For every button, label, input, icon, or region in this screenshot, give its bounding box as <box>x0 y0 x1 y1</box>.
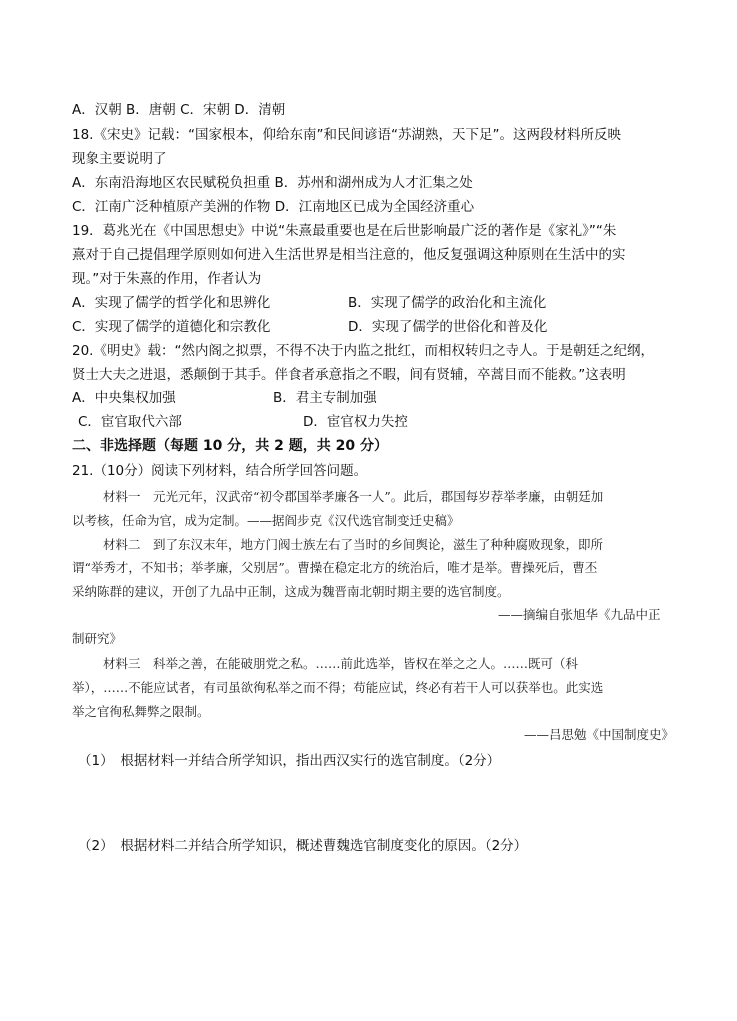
q20-option-c: C．宦官取代六部 <box>78 414 182 430</box>
q19-stem-line1: 19．葛兆光在《中国思想史》中说“朱熹最重要也是在后世影响最广泛的著作是《家礼》”“朱 <box>72 223 617 239</box>
q18-options-ab: A．东南沿海地区农民赋税负担重 B．苏州和湖州成为人才汇集之处 <box>72 175 473 191</box>
q17-options: A．汉朝 B．唐朝 C．宋朝 D．清朝 <box>72 102 286 118</box>
q18-stem-line1: 18.《宋史》记载：“国家根本，仰给东南”和民间谚语“苏湖熟，天下足”。这两段材料所反映 <box>72 127 621 143</box>
material-3-line3: 举之官徇私舞弊之限制。 <box>72 704 210 719</box>
q19-option-b: B．实现了儒学的政治化和主流化 <box>348 295 547 311</box>
material-1-line1: 材料一 元光元年，汉武帝“初令郡国举孝廉各一人”。此后，郡国每岁荐举孝廉，由朝廷加 <box>103 489 604 504</box>
q20-stem-line1: 20.《明史》载：“然内阁之拟票，不得不决于内监之批红，而相权转归之寺人。于是朝廷之纪纲， <box>72 343 654 359</box>
q21-sub2: （2） 根据材料二并结合所学知识，概述曹魏选官制度变化的原因。（2分） <box>78 838 528 854</box>
material-2-line3: 采纳陈群的建议，开创了九品中正制，这成为魏晋南北朝时期主要的选官制度。 <box>72 584 510 599</box>
material-3-source: ——吕思勉《中国制度史》 <box>524 727 675 742</box>
q19-stem-line2: 熹对于自己提倡理学原则如何进入生活世界是相当注意的，他反复强调这种原则在生活中的实 <box>72 247 626 263</box>
material-2-line1: 材料二 到了东汉末年，地方门阀士族左右了当时的乡间舆论，滋生了种种腐败现象，即所 <box>103 537 604 552</box>
q20-option-a: A．中央集权加强 <box>72 390 176 406</box>
q21-stem: 21.（10分）阅读下列材料，结合所学回答问题。 <box>72 463 368 479</box>
q21-sub1: （1） 根据材料一并结合所学知识，指出西汉实行的选官制度。（2分） <box>78 753 501 769</box>
material-2-line2: 谓“举秀才，不知书；举孝廉，父别居”。曹操在稳定北方的统治后，唯才是举。曹操死后，曹丕 <box>72 560 598 575</box>
q18-stem-line2: 现象主要说明了 <box>72 151 167 167</box>
q20-option-d: D．宦官权力失控 <box>303 414 408 430</box>
q19-option-d: D．实现了儒学的世俗化和普及化 <box>348 319 548 335</box>
q19-option-c: C．实现了儒学的道德化和宗教化 <box>72 319 271 335</box>
material-2-source-line2: 制研究》 <box>72 631 123 646</box>
q19-stem-line3: 现。”对于朱熹的作用，作者认为 <box>72 271 262 287</box>
section-heading: 二、非选择题（每题 10 分，共 2 题，共 20 分） <box>72 438 388 454</box>
q19-option-a: A．实现了儒学的哲学化和思辨化 <box>72 295 271 311</box>
q20-option-b: B．君主专制加强 <box>273 390 377 406</box>
material-2-source-line1: ——摘编自张旭华《九品中正 <box>498 607 661 622</box>
material-3-line1: 材料三 科举之善，在能破朋党之私。……前此选举，皆权在举之之人。……既可（科 <box>103 656 579 671</box>
q20-stem-line2: 贤士大夫之进退，悉颠倒于其手。伴食者承意指之不暇，间有贤辅，卒蒿目而不能救。”这表明 <box>72 367 626 383</box>
q18-options-cd: C．江南广泛种植原产美洲的作物 D．江南地区已成为全国经济重心 <box>72 199 475 215</box>
material-3-line2: 举），……不能应试者，有司虽欲徇私举之而不得；苟能应试，终必有若干人可以获举也。此实选 <box>72 680 604 695</box>
material-1-line2: 以考核，任命为官，成为定制。——据阎步克《汉代选官制变迁史稿》 <box>72 513 460 528</box>
